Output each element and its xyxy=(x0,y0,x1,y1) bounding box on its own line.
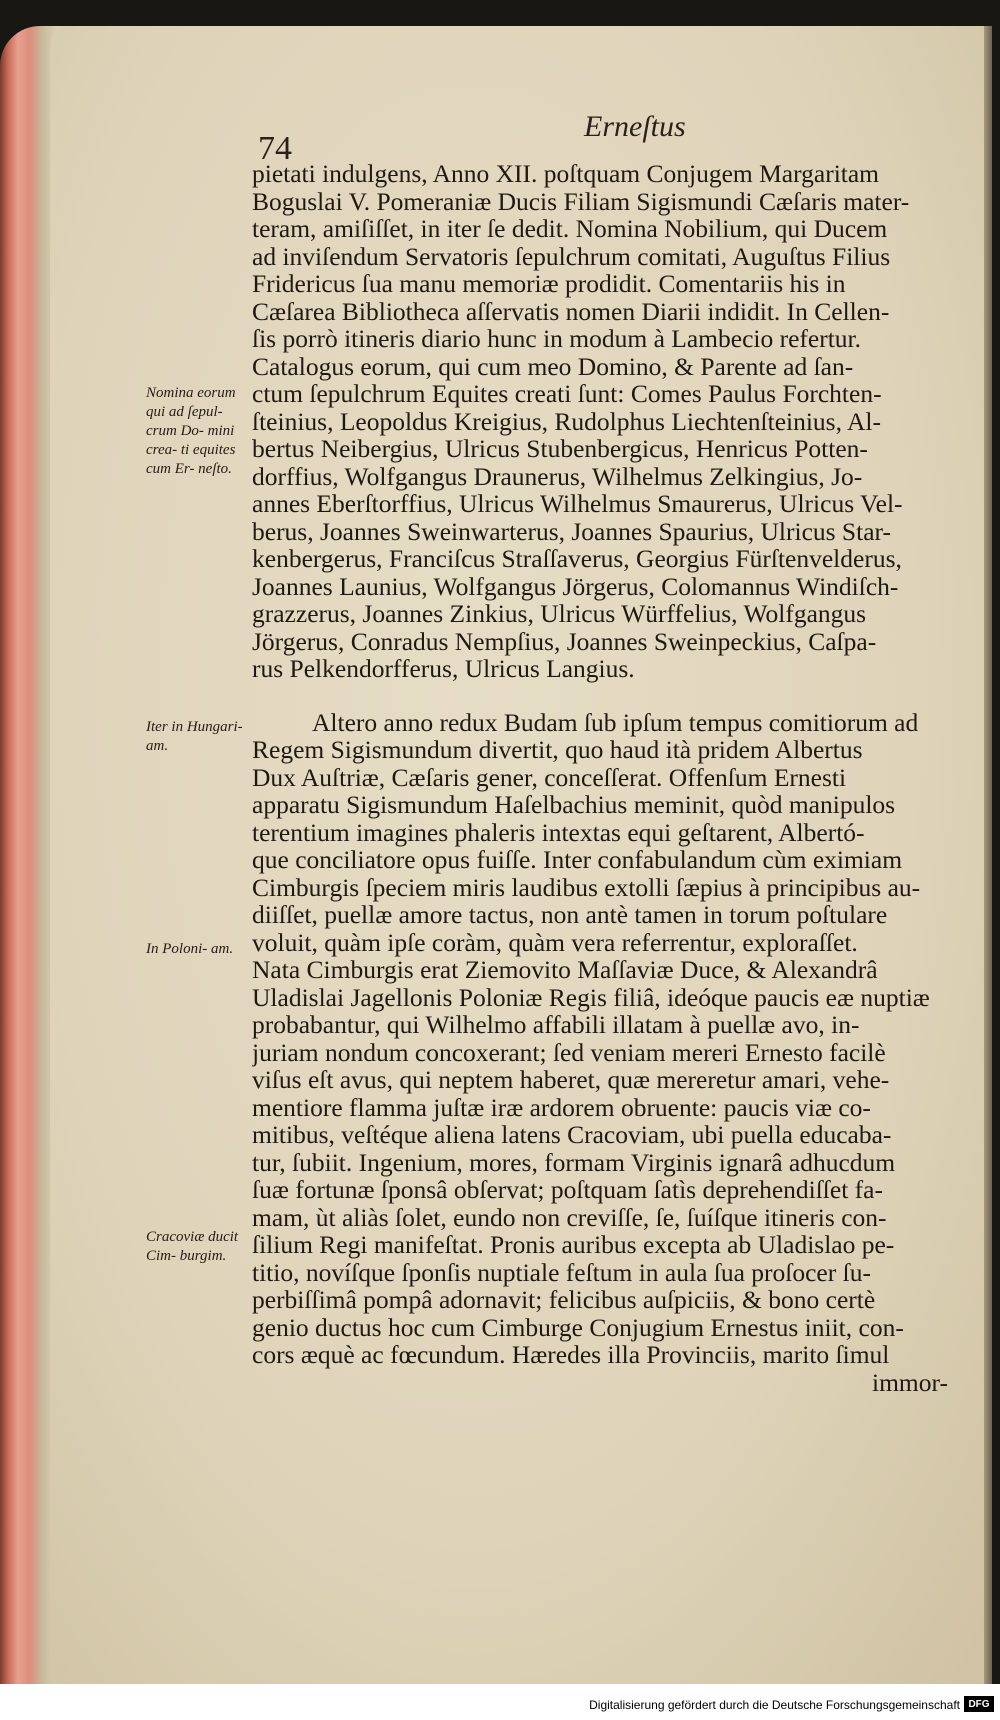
running-title: Erneſtus xyxy=(584,110,686,143)
text-line: ad inviſendum Servatoris ſepulchrum comitati, Auguſtus Filius xyxy=(252,241,891,271)
text-line: mam, ùt aliàs ſolet, eundo non creviſſe, ſe, ſuíſque itineris con- xyxy=(252,1202,887,1232)
text-line: mentiore flamma juſtæ iræ ardorem obruente: paucis viæ co- xyxy=(252,1092,871,1122)
margin-note-cracow: Cracoviæ ducit Cim- burgim. xyxy=(146,1229,239,1264)
text-line: que conciliatore opus fuiſſe. Inter confabulandum cùm eximiam xyxy=(252,845,903,874)
text-line: dorffius, Wolfgangus Draunerus, Wilhelmus Zelkingius, Jo- xyxy=(252,461,863,491)
text-line: annes Eberſtorffius, Ulricus Wilhelmus Smaurerus, Ulricus Vel- xyxy=(252,489,903,518)
text-line: Fridericus ſua manu memoriæ prodidit. Comentariis his in xyxy=(252,269,846,298)
text-line: grazzerus, Joannes Zinkius, Ulricus Würffelius, Wolfgangus xyxy=(252,599,867,628)
text-line: Nata Cimburgis erat Ziemovito Maſſaviæ Duce, & Alexandrâ xyxy=(252,955,878,984)
text-line: bertus Neibergius, Ulricus Stubenbergicus, Henricus Potten- xyxy=(252,434,868,463)
text-line: kenbergerus, Franciſcus Straſſaverus, Georgius Fürſtenvelderus, xyxy=(252,544,902,573)
text-line: Dux Auſtriæ, Cæſaris gener, conceſſerat. Offenſum Ernesti xyxy=(252,762,847,792)
text-line: perbiſſimâ pompâ adornavit; felicibus auſpiciis, & bono certè xyxy=(252,1285,876,1314)
text-line: genio ductus hoc cum Cimburge Conjugium Ernestus iniit, con- xyxy=(252,1312,904,1342)
text-line: apparatu Sigismundum Haſelbachius meminit, quòd manipulos xyxy=(252,790,896,819)
text-line: Cimburgis ſpeciem miris laudibus extolli ſæpius à principibus au- xyxy=(252,872,921,902)
paragraph-gap xyxy=(252,683,988,709)
text-line: probabantur, qui Wilhelmo affabili illatam à puellæ avo, in- xyxy=(252,1010,860,1039)
text-line: titio, novíſque ſponſis nuptiale feſtum in aula ſua proſocer ſu- xyxy=(252,1257,871,1287)
text-line: Catalogus eorum, qui cum meo Domino, & Parente ad ſan- xyxy=(252,351,854,381)
text-line: teram, amiſiſſet, in iter ſe dedit. Nomina Nobilium, qui Ducem xyxy=(252,214,888,243)
text-line: diiſſet, puellæ amore tactus, non antè tamen in torum poſtulare xyxy=(252,900,888,929)
text-line: Boguslai V. Pomeraniæ Ducis Filiam Sigismundi Cæſaris mater- xyxy=(252,186,910,216)
text-line: ſilium Regi manifeſtat. Pronis auribus excepta ab Uladislao pe- xyxy=(252,1230,895,1259)
main-text xyxy=(252,160,988,1396)
text-line: tur, ſubiit. Ingenium, mores, formam Virginis ignarâ adhucdum xyxy=(252,1147,896,1177)
margin-note-names: Nomina eorum qui ad ſepul- crum Do- mini crea- ti equites cum Er- neſto. xyxy=(146,385,236,477)
text-line: Jörgerus, Conradus Nempſius, Joannes Sweinpeckius, Caſpa- xyxy=(252,626,877,656)
text-line: immor- xyxy=(872,1367,948,1396)
text-line: ſteinius, Leopoldus Kreigius, Rudolphus Liechtenſteinius, Al- xyxy=(252,406,881,436)
text-line: cors æquè ac fœcundum. Hæredes illa Provinciis, marito ſimul xyxy=(252,1340,890,1369)
text-line: ſuæ fortunæ ſponsâ obſervat; poſtquam ſatìs deprehendiſſet fa- xyxy=(252,1175,883,1204)
text-line: voluit, quàm ipſe coràm, quàm vera referrentur, exploraſſet. xyxy=(252,927,858,957)
text-line: Joannes Launius, Wolfgangus Jörgerus, Colomannus Windiſch- xyxy=(252,571,899,601)
text-line: Uladislai Jagellonis Poloniæ Regis filiâ, ideóque paucis eæ nuptiæ xyxy=(252,982,930,1012)
text-line: viſus eſt avus, qui neptem haberet, quæ mereretur amari, vehe- xyxy=(252,1065,890,1094)
text-line: ctum ſepulchrum Equites creati ſunt: Comes Paulus Forchten- xyxy=(252,379,882,408)
text-line: rus Pelkendorfferus, Ulricus Langius. xyxy=(252,654,635,683)
text-line: Regem Sigismundum divertit, quo haud ità pridem Albertus xyxy=(252,735,863,764)
text-line: mitibus, veſtéque aliena latens Cracoviam, ubi puella educaba- xyxy=(252,1120,892,1149)
text-line: Cæſarea Bibliotheca aſſervatis nomen Diarii indidit. In Cellen- xyxy=(252,296,890,326)
text-line: terentium imagines phaleris intextas equi geſtarent, Albertó- xyxy=(252,817,865,847)
text-line: berus, Joannes Sweinwarterus, Joannes Spaurius, Ulricus Star- xyxy=(252,516,891,546)
text-line: ſis porrò itineris diario hunc in modum à Lambecio refertur. xyxy=(252,324,861,353)
text-line: Altero anno redux Budam ſub ipſum tempus comitiorum ad xyxy=(312,707,919,737)
footer-credit: Digitalisierung gefördert durch die Deutsche Forschungsgemeinschaft xyxy=(589,1698,960,1712)
text-line: juriam nondum concoxerant; ſed veniam mereri Ernesto facilè xyxy=(252,1037,886,1067)
page-number: 74 xyxy=(258,130,292,167)
margin-note-poland: In Poloni- am. xyxy=(146,941,234,957)
margin-note-hungary: Iter in Hungari- am. xyxy=(146,719,243,754)
dfg-logo-icon: DFG xyxy=(964,1696,994,1712)
text-line: pietati indulgens, Anno XII. poſtquam Conjugem Margaritam xyxy=(252,160,880,188)
